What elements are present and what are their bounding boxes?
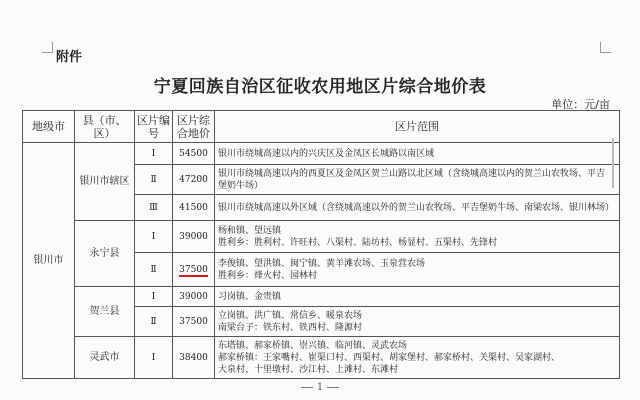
price-highlight: 37500 xyxy=(179,264,208,275)
scope-line: 南梁台子：铁东村、铁西村、隆源村 xyxy=(218,322,363,333)
county-cell: 永宁县 xyxy=(75,221,135,287)
zone-cell: Ⅰ xyxy=(135,287,173,307)
scope-cell xyxy=(215,221,620,253)
price-cell: 47200 xyxy=(173,165,215,195)
county-cell: 灵武市 xyxy=(75,337,135,379)
col-header-county: 县（市、区） xyxy=(75,111,135,143)
scope-line: 胜利乡：烽火村、园林村 xyxy=(218,270,318,281)
scope-line: 堡奶牛场） xyxy=(218,180,264,191)
scope-line: 东塔镇、郝家桥镇、崇兴镇、临河镇、灵武农场 xyxy=(218,340,408,351)
scope-line: 郝家桥镇：王家嘴村、崔渠口村、西渠村、胡家堡村、郝家桥村、关渠村、吴家湖村、 xyxy=(218,352,561,363)
price-cell: 39000 xyxy=(173,221,215,253)
price-cell: 38400 xyxy=(173,337,215,379)
col-header-scope: 区片范围 xyxy=(215,111,620,143)
col-header-zone: 区片编号 xyxy=(135,111,173,143)
scope-line: 李俊镇、望洪镇、闽宁镇、黄羊滩农场、玉泉营农场 xyxy=(218,258,426,269)
col-header-price: 区片综合地价 xyxy=(173,111,215,143)
crop-mark-top-right xyxy=(600,42,611,53)
scope-cell xyxy=(215,143,620,165)
scope-cell xyxy=(215,165,620,195)
scope-line: 银川市绕城高速以内的兴庆区及金凤区长城路以南区域 xyxy=(218,148,435,159)
scope-line: 大泉村、十里墩村、沙江村、上滩村、东滩村 xyxy=(218,364,399,375)
table-row xyxy=(23,337,620,379)
land-price-table xyxy=(22,110,620,379)
margin-mark xyxy=(612,138,614,188)
scope-line: 银川市绕城高速以内的西夏区及金凤区贺兰山路以北区域（含绕城高速以内的贺兰山农牧场、平吉 xyxy=(218,168,606,179)
scope-line: 胜利乡：胜利村、许旺村、八渠村、陆坊村、杨显村、五渠村、先锋村 xyxy=(218,237,498,248)
price-cell: 37500 xyxy=(173,307,215,337)
col-header-city: 地级市 xyxy=(23,111,75,143)
table-row xyxy=(23,143,620,165)
zone-cell: Ⅱ xyxy=(135,307,173,337)
zone-cell: Ⅰ xyxy=(135,143,173,165)
price-cell: 41500 xyxy=(173,195,215,221)
scope-cell xyxy=(215,337,620,379)
scope-cell xyxy=(215,287,620,307)
city-cell: 银川市 xyxy=(23,143,75,379)
crop-mark-top-left xyxy=(42,42,53,53)
document-title: 宁夏回族自治区征收农用地区片综合地价表 xyxy=(153,77,487,97)
zone-cell: Ⅰ xyxy=(135,337,173,379)
zone-cell: Ⅰ xyxy=(135,221,173,253)
scope-line: 银川市绕城高速以外区域（含绕城高速以外的贺兰山农牧场、平吉堡奶牛场、南梁农场、银川林场） xyxy=(218,202,615,213)
table-row xyxy=(23,287,620,307)
zone-cell: Ⅱ xyxy=(135,253,173,287)
county-cell: 贺兰县 xyxy=(75,287,135,337)
table-row xyxy=(23,221,620,253)
zone-cell: Ⅲ xyxy=(135,195,173,221)
page-number xyxy=(0,382,640,393)
scope-line: 立岗镇、洪广镇、常信乡、暖泉农场 xyxy=(218,310,363,321)
scope-cell xyxy=(215,195,620,221)
zone-cell: Ⅱ xyxy=(135,165,173,195)
scope-cell xyxy=(215,307,620,337)
price-cell: 54500 xyxy=(173,143,215,165)
county-cell: 银川市辖区 xyxy=(75,143,135,221)
scope-line: 杨和镇、望远镇 xyxy=(218,225,282,236)
unit-label: 单位：元/亩 xyxy=(551,98,610,111)
scope-line: 习岗镇、金贵镇 xyxy=(218,291,282,302)
table-header-row xyxy=(23,111,620,143)
scope-cell xyxy=(215,253,620,287)
attachment-label: 附件 xyxy=(56,50,83,65)
price-cell: 39000 xyxy=(173,287,215,307)
page-number-value: 1 xyxy=(316,382,324,393)
price-cell xyxy=(173,253,215,287)
